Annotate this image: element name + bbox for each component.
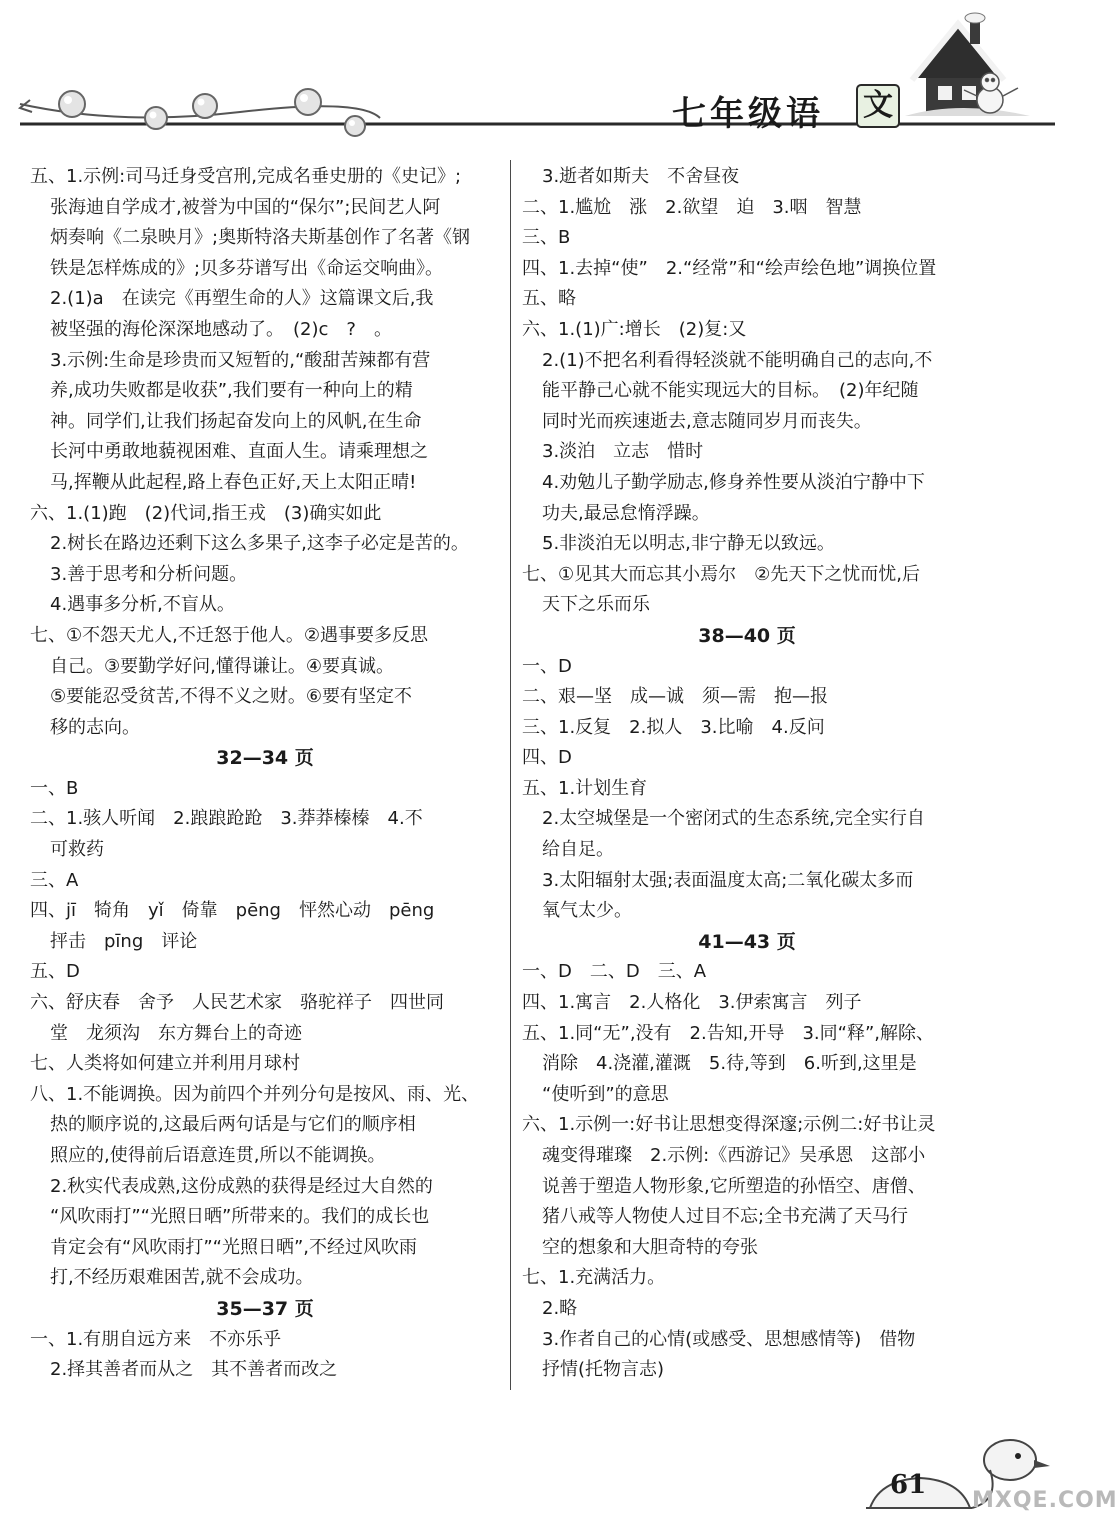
grade-title: 七年级语 bbox=[672, 94, 824, 134]
answer-line: 2.秋实代表成熟,这份成熟的获得是经过大自然的 bbox=[50, 1175, 433, 1197]
site-watermark: MXQE.COM bbox=[972, 1488, 1118, 1513]
ornament-beads-icon bbox=[59, 89, 365, 136]
answer-line: 3.善于思考和分析问题。 bbox=[50, 563, 248, 585]
answer-line: 长河中勇敢地藐视困难、直面人生。请乘理想之 bbox=[50, 441, 428, 463]
answer-line: 抨击 pīng 评论 bbox=[50, 930, 198, 952]
answer-line: 八、1.不能调换。因为前四个并列分句是按风、雨、光、 bbox=[30, 1083, 480, 1105]
answer-line: 热的顺序说的,这最后两句话是与它们的顺序相 bbox=[50, 1114, 416, 1136]
answer-line: 2.略 bbox=[542, 1297, 578, 1319]
answer-line: 2.(1)不把名利看得轻淡就不能明确自己的志向,不 bbox=[542, 349, 933, 371]
answer-line: 七、1.充满活力。 bbox=[522, 1267, 666, 1289]
answer-line: 七、①不怨天尤人,不迁怒于他人。②遇事要多反思 bbox=[30, 624, 428, 646]
snow-house-icon bbox=[905, 13, 1030, 116]
answer-line: 能平静己心就不能实现远大的目标。 (2)年纪随 bbox=[542, 380, 919, 402]
answer-line: 七、①见其大而忘其小焉尔 ②先天下之忧而忧,后 bbox=[522, 563, 920, 585]
answer-line: 五、1.同“无”,没有 2.告知,开导 3.同“释”,解除、 bbox=[522, 1022, 934, 1044]
answer-line: 二、1.骇人听闻 2.踉踉跄跄 3.莽莽榛榛 4.不 bbox=[30, 808, 423, 830]
answer-line: 4.遇事多分析,不盲从。 bbox=[50, 594, 235, 616]
page-number: 61 bbox=[890, 1470, 927, 1500]
answer-line: 马,挥鞭从此起程,路上春色正好,天上太阳正晴! bbox=[50, 471, 417, 493]
answer-line: 打,不经历艰难困苦,就不会成功。 bbox=[50, 1267, 314, 1289]
answer-line: 神。同学们,让我们扬起奋发向上的风帆,在生命 bbox=[50, 410, 422, 432]
answer-line: 四、1.去掉“使” 2.“经常”和“绘声绘色地”调换位置 bbox=[522, 257, 937, 279]
answer-line: 2.择其善者而从之 其不善者而改之 bbox=[50, 1359, 338, 1381]
answer-line: ⑤要能忍受贫苦,不得不义之财。⑥要有坚定不 bbox=[50, 686, 412, 708]
answer-line: 三、A bbox=[30, 869, 79, 891]
answer-line: 3.淡泊 立志 惜时 bbox=[542, 441, 704, 463]
section-heading: 35—37 页 bbox=[216, 1297, 314, 1320]
answer-line: 功夫,最忌怠惰浮躁。 bbox=[542, 502, 710, 524]
answer-line: 一、D 二、D 三、A bbox=[522, 961, 707, 983]
answer-line: 说善于塑造人物形象,它所塑造的孙悟空、唐僧、 bbox=[542, 1175, 926, 1197]
answer-line: 五、略 bbox=[522, 288, 576, 310]
answer-line: 5.非淡泊无以明志,非宁静无以致远。 bbox=[542, 533, 835, 555]
answer-line: 同时光而疾速逝去,意志随同岁月而丧失。 bbox=[542, 410, 872, 432]
answer-line: 照应的,使得前后语意连贯,所以不能调换。 bbox=[50, 1145, 386, 1166]
answer-line: 二、1.尴尬 涨 2.欲望 迫 3.咽 智慧 bbox=[522, 196, 862, 218]
section-heading: 38—40 页 bbox=[698, 624, 796, 647]
answer-line: 抒情(托物言志) bbox=[542, 1359, 665, 1381]
answer-line: 3.示例:生命是珍贵而又短暂的,“酸甜苦辣都有营 bbox=[50, 349, 431, 371]
answer-line: “使听到”的意思 bbox=[542, 1083, 669, 1105]
answer-line: 天下之乐而乐 bbox=[542, 594, 650, 616]
answer-line: 养,成功失败都是收获”,我们要有一种向上的精 bbox=[50, 380, 413, 402]
answer-line: 自己。③要勤学好问,懂得谦让。④要真诚。 bbox=[50, 655, 394, 677]
answer-line: 炳奏响《二泉映月》;奥斯特洛夫斯基创作了名著《钢 bbox=[50, 227, 471, 249]
answer-line: 氧气太少。 bbox=[542, 900, 632, 922]
answer-line: 一、1.有朋自远方来 不亦乐乎 bbox=[30, 1328, 282, 1350]
answer-line: 4.劝勉儿子勤学励志,修身养性要从淡泊宁静中下 bbox=[542, 471, 925, 493]
answer-line: 3.逝者如斯夫 不舍昼夜 bbox=[542, 166, 740, 187]
answer-line: 3.作者自己的心情(或感受、思想感情等) 借物 bbox=[542, 1328, 916, 1350]
page-header bbox=[0, 0, 1067, 140]
answer-line: 2.(1)a 在读完《再塑生命的人》这篇课文后,我 bbox=[50, 288, 434, 310]
header-decoration bbox=[0, 0, 1067, 140]
answer-line: 张海迪自学成才,被誉为中国的“保尔”;民间艺人阿 bbox=[50, 196, 441, 218]
answer-line: 六、1.(1)跑 (2)代词,指王戎 (3)确实如此 bbox=[30, 502, 382, 524]
section-heading: 41—43 页 bbox=[698, 930, 796, 953]
answer-line: 五、1.示例:司马迁身受宫刑,完成名垂史册的《史记》; bbox=[30, 166, 462, 187]
answer-line: 三、B bbox=[522, 227, 571, 249]
answer-line: 堂 龙须沟 东方舞台上的奇迹 bbox=[50, 1022, 302, 1044]
answer-line: 铁是怎样炼成的》;贝多芬谱写出《命运交响曲》。 bbox=[50, 257, 444, 279]
answer-line: “风吹雨打”“光照日晒”所带来的。我们的成长也 bbox=[50, 1206, 430, 1228]
answer-line: 五、1.计划生育 bbox=[522, 777, 648, 799]
section-heading: 32—34 页 bbox=[216, 747, 314, 770]
answer-line: 肯定会有“风吹雨打”“光照日晒”,不经过风吹雨 bbox=[50, 1236, 418, 1258]
answer-line: 五、D bbox=[30, 961, 80, 983]
answer-line: 2.树长在路边还剩下这么多果子,这李子必定是苦的。 bbox=[50, 533, 469, 555]
answer-line: 三、1.反复 2.拟人 3.比喻 4.反问 bbox=[522, 716, 825, 738]
answer-line: 六、1.(1)广:增长 (2)复:又 bbox=[522, 318, 747, 340]
answer-line: 四、D bbox=[522, 747, 572, 769]
answer-column-right bbox=[522, 162, 972, 1386]
subject-badge: 文 bbox=[856, 84, 900, 128]
answer-line: 2.太空城堡是一个密闭式的生态系统,完全实行自 bbox=[542, 808, 925, 830]
answer-line: 空的想象和大胆奇特的夸张 bbox=[542, 1236, 758, 1258]
answer-line: 消除 4.浇灌,灌溉 5.待,等到 6.听到,这里是 bbox=[542, 1053, 917, 1075]
answer-line: 3.太阳辐射太强;表面温度太高;二氧化碳太多而 bbox=[542, 869, 914, 891]
answer-line: 一、D bbox=[522, 655, 572, 677]
column-divider bbox=[510, 160, 511, 1390]
answer-line: 四、jī 犄角 yǐ 倚靠 pēng 怦然心动 pēng bbox=[30, 900, 435, 922]
answer-line: 可救药 bbox=[50, 839, 104, 861]
answer-line: 四、1.寓言 2.人格化 3.伊索寓言 列子 bbox=[522, 992, 862, 1014]
answer-line: 魂变得璀璨 2.示例:《西游记》吴承恩 这部小 bbox=[542, 1145, 926, 1166]
answer-column-left bbox=[30, 162, 500, 1386]
answer-line: 六、舒庆春 舍予 人民艺术家 骆驼祥子 四世同 bbox=[30, 992, 444, 1014]
answer-line: 一、B bbox=[30, 777, 79, 799]
answer-line: 移的志向。 bbox=[50, 716, 140, 738]
answer-line: 二、艰—坚 成—诚 须—需 抱—报 bbox=[522, 686, 828, 708]
answer-line: 被坚强的海伦深深地感动了。 (2)c ? 。 bbox=[50, 318, 392, 340]
answer-line: 七、人类将如何建立并利用月球村 bbox=[30, 1053, 300, 1075]
answer-line: 给自足。 bbox=[542, 839, 614, 861]
answer-line: 猪八戒等人物使人过目不忘;全书充满了天马行 bbox=[542, 1206, 909, 1228]
answer-line: 六、1.示例一:好书让思想变得深邃;示例二:好书让灵 bbox=[522, 1114, 936, 1136]
